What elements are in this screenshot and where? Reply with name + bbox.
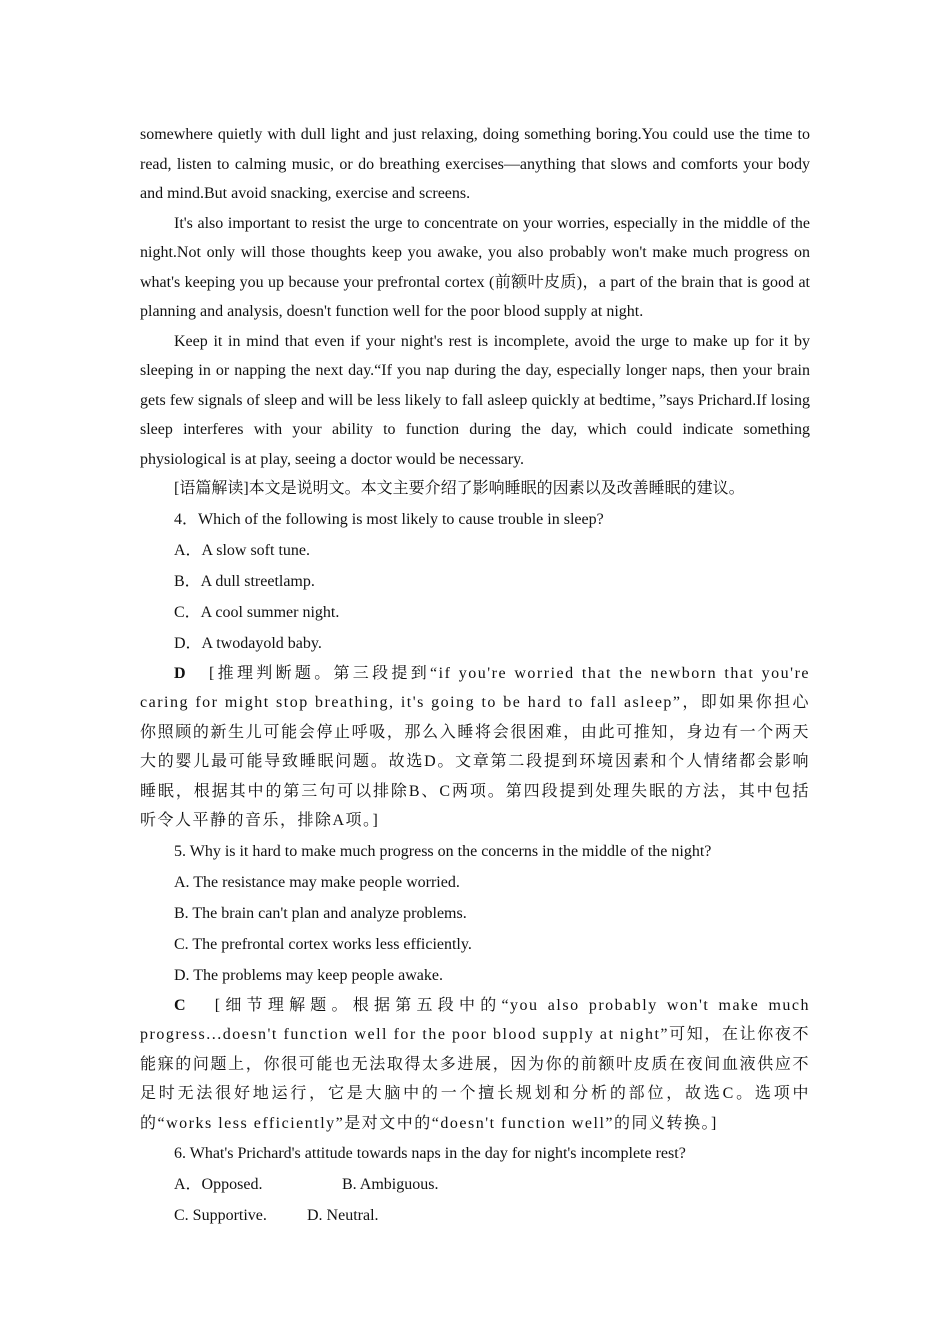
- document-page: [140, 120, 810, 1231]
- question-4-answer: D: [174, 664, 188, 682]
- question-6-options-row-2: [140, 1200, 810, 1231]
- question-5-option-d: D. The problems may keep people awake.: [174, 966, 443, 984]
- question-5-explanation-text: [细节理解题。根据第五段中的“you also probably won't make much progress...doesn't function well for the poor blood supply at night”可知，在让你夜不能寐的问题上，你很可能也无法取得太多进展，因为你的前额叶皮质在夜间血液供应不足时无法很好地运行，它是大脑中的一个擅长规划和分析的部位，故选C。选项中的“works less efficiently”是对文中的“doesn't function well”的同义转换。]: [140, 996, 810, 1132]
- question-4-option-c: C．A cool summer night.: [174, 603, 340, 621]
- question-5-option-c: C. The prefrontal cortex works less efficiently.: [174, 935, 472, 953]
- question-5-answer: C: [174, 996, 188, 1014]
- question-6-option-d: D. Neutral.: [307, 1207, 379, 1224]
- question-5-stem: 5. Why is it hard to make much progress on the concerns in the middle of the night?: [174, 842, 712, 860]
- question-6-option-a: A．Opposed.: [174, 1176, 263, 1193]
- question-6-option-c: C. Supportive.: [174, 1207, 267, 1224]
- question-5-option-b: B. The brain can't plan and analyze problems.: [174, 904, 467, 922]
- question-4-explanation: [140, 659, 810, 836]
- passage-paragraph-1: somewhere quietly with dull light and just relaxing, doing something boring.You could use the time to read, listen to calming music, or do breathing exercises—anything that slows and comforts your body and mind.But avoid snacking, exercise and screens.: [140, 126, 810, 202]
- question-4-stem: 4．Which of the following is most likely to cause trouble in sleep?: [174, 510, 604, 528]
- question-4-option-a: A．A slow soft tune.: [174, 541, 311, 559]
- question-5-option-a: A. The resistance may make people worried.: [174, 873, 460, 891]
- passage-summary: [140, 474, 810, 504]
- question-5-explanation: [140, 991, 810, 1139]
- passage-paragraph-3: Keep it in mind that even if your night's rest is incomplete, avoid the urge to make up for it by sleeping in or napping the next day.“If you nap during the day, especially longer naps, then your brain gets few signals of sleep and will be less likely to fall asleep quickly at bedtime，”says Prichard.If losing sleep interferes with your ability to function during the day, which could indicate something physiological is at play, seeing a doctor would be necessary.: [140, 332, 810, 468]
- summary-text: 本文是说明文。本文主要介绍了影响睡眠的因素以及改善睡眠的建议。: [248, 480, 745, 497]
- question-4-explanation-text: [推理判断题。第三段提到“if you're worried that the newborn that you're caring for might stop breathing, it's going to be hard to fall asleep”，即如果你担心你照顾的新生儿可能会停止呼吸，那么入睡将会很困难，由此可推知，身边有一个两天大的婴儿最可能导致睡眠问题。故选D。文章第二段提到环境因素和个人情绪都会影响睡眠，根据其中的第三句可以排除B、C两项。第四段提到处理失眠的方法，其中包括听令人平静的音乐，排除A项。]: [140, 664, 810, 829]
- question-6-stem: 6. What's Prichard's attitude towards naps in the day for night's incomplete rest?: [174, 1145, 686, 1162]
- question-6-options-row-1: [140, 1169, 810, 1200]
- question-6-option-b: B. Ambiguous.: [342, 1176, 439, 1193]
- question-4-option-b: B．A dull streetlamp.: [174, 572, 315, 590]
- passage-paragraph-2: It's also important to resist the urge to concentrate on your worries, especially in the middle of the night.Not only will those thoughts keep you awake, you also probably won't make much progress on what's keeping you up because your prefrontal cortex (前额叶皮质)，a part of the brain that is good at planning and analysis, doesn't function well for the poor blood supply at night.: [140, 214, 810, 320]
- question-4-option-d: D．A twodayold baby.: [174, 634, 322, 652]
- summary-tag: [语篇解读]: [174, 480, 249, 497]
